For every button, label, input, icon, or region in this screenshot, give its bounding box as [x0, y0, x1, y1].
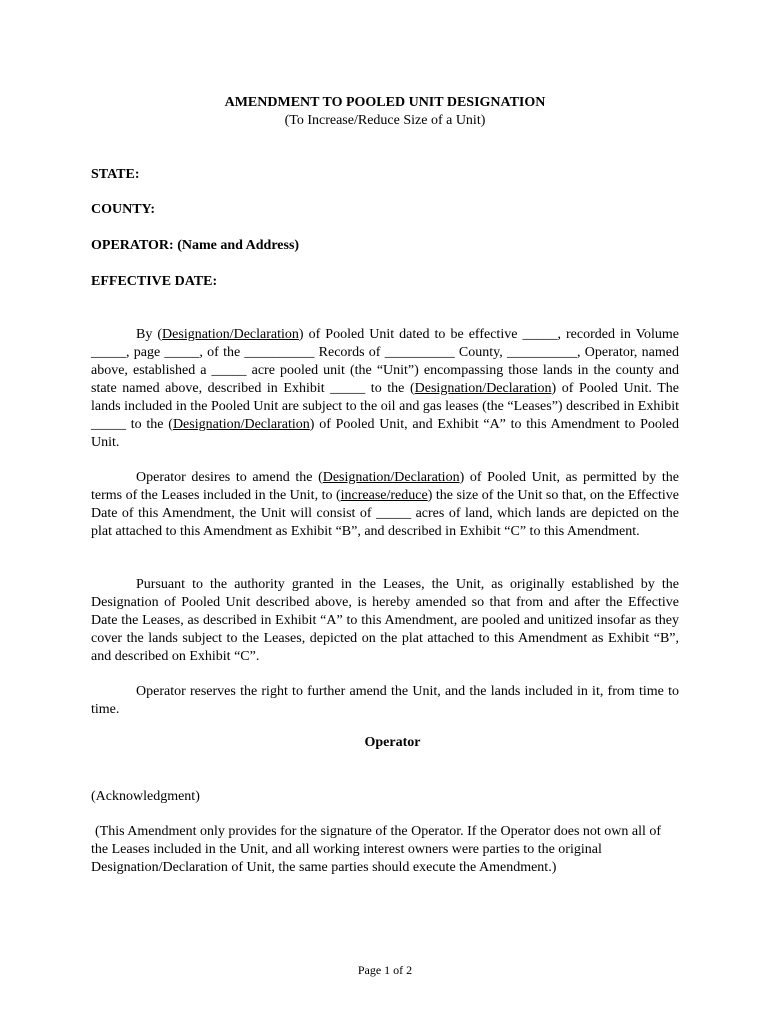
- p1-underlined-2: Designation/Declaration: [414, 381, 552, 396]
- p1-text-a: By (: [136, 327, 163, 342]
- document-subtitle: (To Increase/Reduce Size of a Unit): [284, 113, 486, 128]
- state-field: STATE:: [91, 167, 140, 182]
- paragraph-designation: [91, 326, 679, 452]
- operator-signature-label: Operator: [364, 735, 421, 750]
- paragraph-amend: [91, 469, 679, 541]
- acknowledgment: (Acknowledgment): [91, 789, 200, 804]
- p2-text-b: ) of Pooled Unit, as permitted by the terms of the Leases included in the Unit, to (: [91, 470, 679, 503]
- effective-date-field: EFFECTIVE DATE:: [91, 274, 218, 289]
- title-block: [0, 94, 770, 130]
- p1-text-c: ) of Pooled Unit. The lands included in the Pooled Unit are subject to the oil and gas leases (the “Leases”) described in Exhibit _____ to the (: [91, 381, 679, 432]
- paragraph-reserves: Operator reserves the right to further amend the Unit, and the lands included in it, from time to time.: [91, 684, 679, 717]
- p1-text-d: ) of Pooled Unit, and Exhibit “A” to this Amendment to Pooled Unit.: [91, 417, 679, 450]
- p1-underlined-1: Designation/Declaration: [162, 327, 299, 342]
- p2-underlined-1: Designation/Declaration: [322, 470, 460, 485]
- county-field: COUNTY:: [91, 202, 156, 217]
- paragraph-pursuant: Pursuant to the authority granted in the Leases, the Unit, as originally established by the Designation of Pooled Unit described above, is hereby amended so that from and after the Effective Date the Leases, as described in Exhibit “A” to this Amendment, are pooled and unitized insofar as they cover the lands subject to the Leases, depicted on the plat attached to this Amendment as Exhibit “B”, and described on Exhibit “C”.: [91, 577, 679, 664]
- p1-text-b: ) of Pooled Unit dated to be effective _____, recorded in Volume _____, page _____, of the __________ Records of __________ County, __________, Operator, named above, established a _____ acre pooled unit (the “Unit”) encompassing those lands in the county and state named above, described in Exhibit _____ to the (: [91, 327, 679, 396]
- document-title: AMENDMENT TO POOLED UNIT DESIGNATION: [224, 95, 546, 110]
- page-number: Page 1 of 2: [357, 963, 413, 977]
- p2-underlined-2: increase/reduce: [340, 488, 428, 503]
- p2-text-a: Operator desires to amend the (: [136, 470, 323, 485]
- operator-field: OPERATOR: (Name and Address): [91, 238, 300, 253]
- p2-text-c: ) the size of the Unit so that, on the Effective Date of this Amendment, the Unit will consist of _____ acres of land, which lands are depicted on the plat attached to this Amendment as Exhibit “B”, and described in Exhibit “C” to this Amendment.: [91, 488, 679, 539]
- signature-note: (This Amendment only provides for the signature of the Operator. If the Operator does not own all of the Leases included in the Unit, and all working interest owners were parties to the original Designation/Declaration of Unit, the same parties should execute the Amendment.): [91, 824, 662, 875]
- p1-underlined-3: Designation/Declaration: [172, 417, 310, 432]
